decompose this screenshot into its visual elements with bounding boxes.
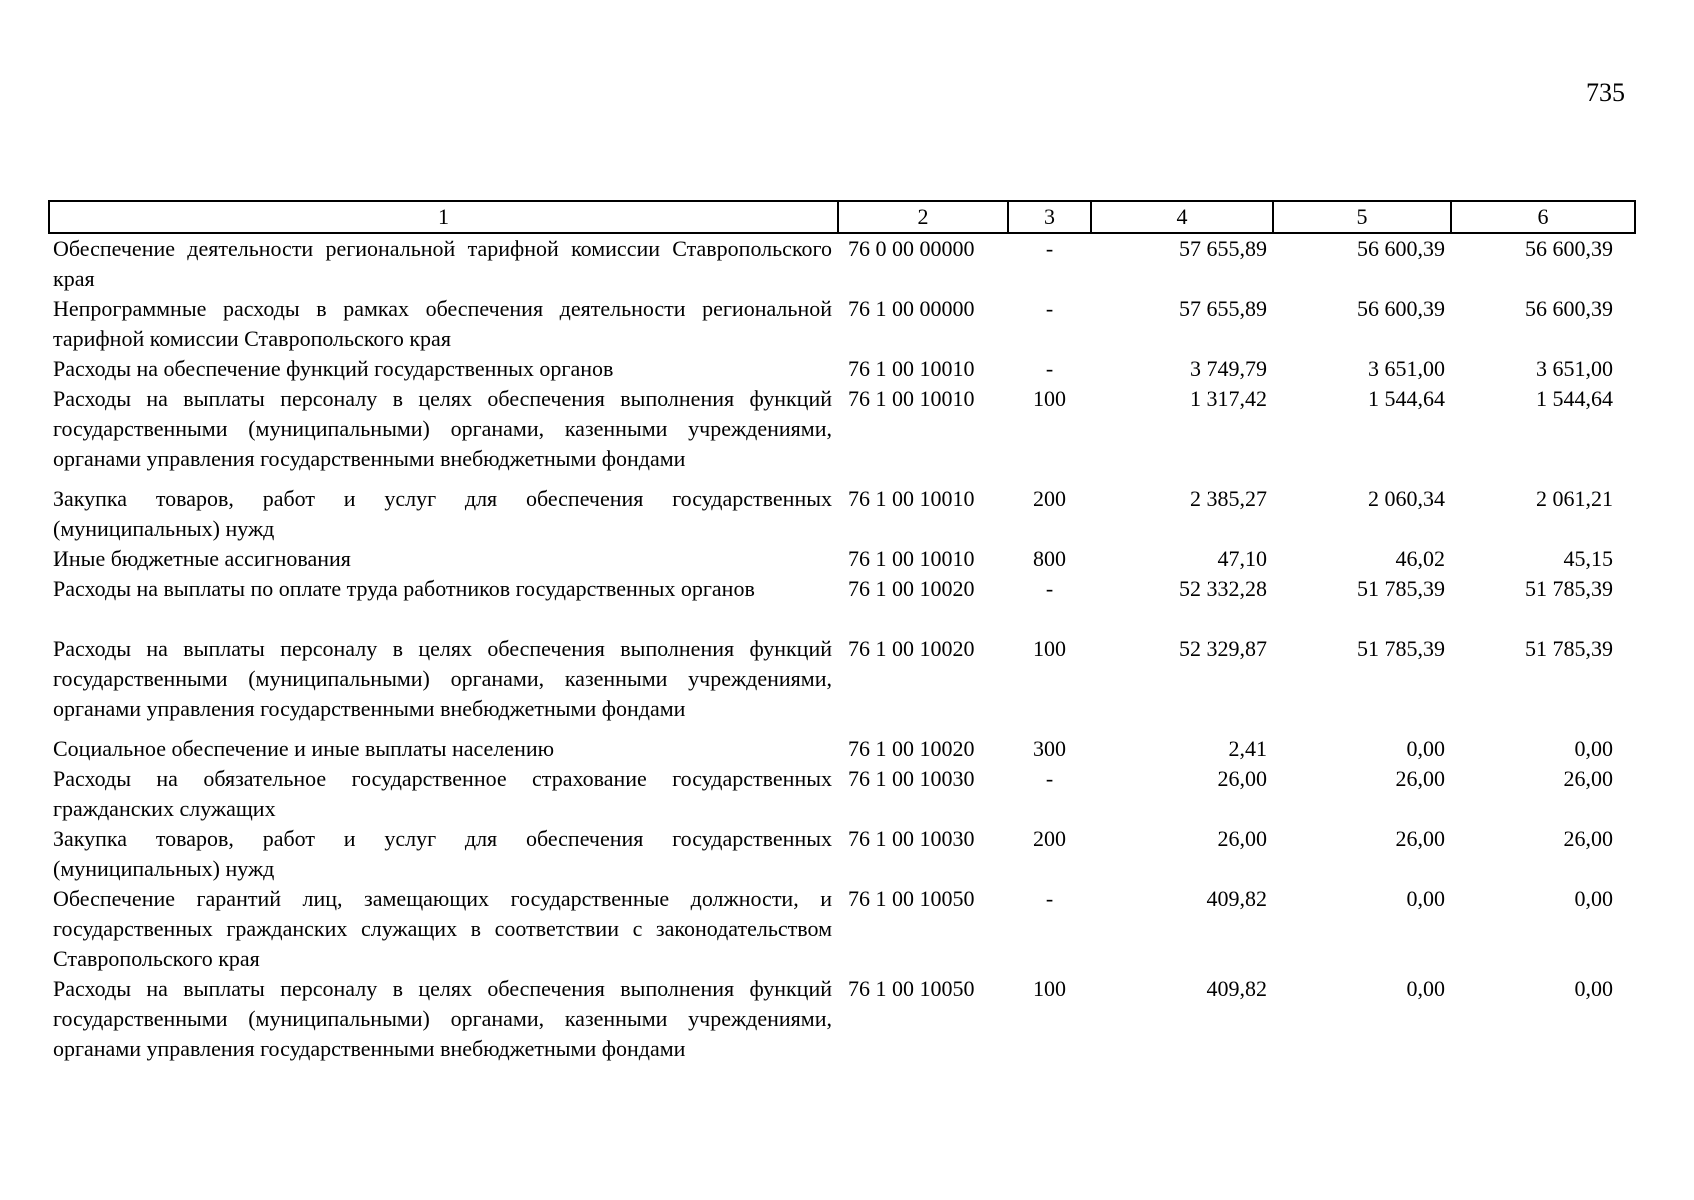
page-number: 735 [1586, 78, 1625, 107]
row-expense-type: 100 [1033, 636, 1066, 661]
table-row [49, 484, 1635, 544]
table-row [49, 233, 1635, 294]
row-code: 76 0 00 00000 [848, 236, 975, 261]
row-name: Расходы на выплаты персоналу в целях обеспечения выполнения функций государственными (муниципальными) органами, казенными учреждениями, органами управления государственными внебюджетными фондами [53, 636, 832, 721]
row-value-1: 26,00 [1217, 766, 1267, 791]
table-row [49, 544, 1635, 574]
row-name: Иные бюджетные ассигнования [53, 546, 351, 571]
row-expense-type: 300 [1033, 736, 1066, 761]
row-value-3: 45,15 [1563, 546, 1613, 571]
row-code: 76 1 00 00000 [848, 296, 975, 321]
row-value-2: 1 544,64 [1368, 386, 1445, 411]
row-expense-type: - [1045, 356, 1054, 381]
row-value-1: 57 655,89 [1179, 296, 1267, 321]
row-name: Расходы на выплаты по оплате труда работников государственных органов [53, 576, 755, 601]
row-value-1: 52 332,28 [1179, 576, 1267, 601]
row-value-3: 1 544,64 [1536, 386, 1613, 411]
table-body [49, 233, 1635, 1064]
table-row [49, 574, 1635, 634]
table-header [49, 201, 1635, 233]
row-value-2: 51 785,39 [1357, 636, 1445, 661]
row-value-2: 26,00 [1395, 826, 1445, 851]
table-row [49, 824, 1635, 884]
row-value-1: 57 655,89 [1179, 236, 1267, 261]
row-value-2: 51 785,39 [1357, 576, 1445, 601]
header-cell-value-2: 5 [1273, 201, 1451, 233]
row-code: 76 1 00 10020 [848, 576, 975, 601]
row-code: 76 1 00 10050 [848, 976, 975, 1001]
row-value-3: 56 600,39 [1525, 296, 1613, 321]
row-name: Закупка товаров, работ и услуг для обеспечения государственных (муниципальных) нужд [53, 486, 832, 541]
header-cell-value-3: 6 [1451, 201, 1635, 233]
header-cell-code: 2 [838, 201, 1008, 233]
row-value-2: 26,00 [1395, 766, 1445, 791]
row-code: 76 1 00 10010 [848, 386, 975, 411]
row-name: Расходы на выплаты персоналу в целях обеспечения выполнения функций государственными (муниципальными) органами, казенными учреждениями, органами управления государственными внебюджетными фондами [53, 976, 832, 1061]
row-name: Обеспечение деятельности региональной тарифной комиссии Ставропольского края [53, 236, 832, 291]
row-value-1: 2 385,27 [1190, 486, 1267, 511]
row-value-1: 52 329,87 [1179, 636, 1267, 661]
header-cell-type: 3 [1008, 201, 1091, 233]
row-value-3: 26,00 [1563, 766, 1613, 791]
row-code: 76 1 00 10050 [848, 886, 975, 911]
header-cell-value-1: 4 [1091, 201, 1273, 233]
row-code: 76 1 00 10020 [848, 636, 975, 661]
row-expense-type: - [1045, 766, 1054, 791]
row-expense-type: - [1045, 236, 1054, 261]
row-value-1: 47,10 [1217, 546, 1267, 571]
row-value-1: 26,00 [1217, 826, 1267, 851]
row-value-2: 56 600,39 [1357, 236, 1445, 261]
row-name: Расходы на выплаты персоналу в целях обеспечения выполнения функций государственными (муниципальными) органами, казенными учреждениями, органами управления государственными внебюджетными фондами [53, 386, 832, 471]
row-value-2: 46,02 [1395, 546, 1445, 571]
row-code: 76 1 00 10030 [848, 766, 975, 791]
row-name: Расходы на обеспечение функций государственных органов [53, 356, 614, 381]
row-name: Обеспечение гарантий лиц, замещающих государственные должности, и государственных гражданских служащих в соответствии с законодательством Ставропольского края [53, 886, 832, 971]
row-value-1: 2,41 [1228, 736, 1267, 761]
row-expense-type: - [1045, 296, 1054, 321]
row-value-3: 0,00 [1574, 736, 1613, 761]
row-value-2: 0,00 [1406, 886, 1445, 911]
row-value-3: 51 785,39 [1525, 576, 1613, 601]
row-code: 76 1 00 10030 [848, 826, 975, 851]
row-value-3: 3 651,00 [1536, 356, 1613, 381]
row-code: 76 1 00 10010 [848, 486, 975, 511]
table-row [49, 884, 1635, 974]
table-row [49, 974, 1635, 1064]
row-expense-type: 200 [1033, 486, 1066, 511]
row-expense-type: 100 [1033, 386, 1066, 411]
row-code: 76 1 00 10020 [848, 736, 975, 761]
row-name: Социальное обеспечение и иные выплаты населению [53, 736, 555, 761]
table-row [49, 634, 1635, 734]
row-value-3: 0,00 [1574, 976, 1613, 1001]
row-value-3: 0,00 [1574, 886, 1613, 911]
row-code: 76 1 00 10010 [848, 546, 975, 571]
row-value-1: 3 749,79 [1190, 356, 1267, 381]
row-value-3: 26,00 [1563, 826, 1613, 851]
row-value-2: 0,00 [1406, 976, 1445, 1001]
row-value-2: 3 651,00 [1368, 356, 1445, 381]
table-row [49, 294, 1635, 354]
row-expense-type: 100 [1033, 976, 1066, 1001]
row-value-3: 56 600,39 [1525, 236, 1613, 261]
table-row [49, 354, 1635, 384]
row-expense-type: - [1045, 576, 1054, 601]
row-expense-type: - [1045, 886, 1054, 911]
row-value-2: 0,00 [1406, 736, 1445, 761]
table-row [49, 734, 1635, 764]
row-value-2: 56 600,39 [1357, 296, 1445, 321]
row-value-2: 2 060,34 [1368, 486, 1445, 511]
table-row [49, 764, 1635, 824]
row-value-3: 51 785,39 [1525, 636, 1613, 661]
row-value-1: 1 317,42 [1190, 386, 1267, 411]
budget-table [48, 200, 1636, 1064]
row-value-1: 409,82 [1206, 886, 1267, 911]
row-name: Непрограммные расходы в рамках обеспечения деятельности региональной тарифной комиссии Ставропольского края [53, 296, 832, 351]
row-code: 76 1 00 10010 [848, 356, 975, 381]
header-row [49, 201, 1635, 233]
row-name: Закупка товаров, работ и услуг для обеспечения государственных (муниципальных) нужд [53, 826, 832, 881]
row-value-3: 2 061,21 [1536, 486, 1613, 511]
row-name: Расходы на обязательное государственное страхование государственных гражданских служащих [53, 766, 832, 821]
row-value-1: 409,82 [1206, 976, 1267, 1001]
header-cell-name: 1 [49, 201, 838, 233]
row-expense-type: 200 [1033, 826, 1066, 851]
table-row [49, 384, 1635, 484]
row-expense-type: 800 [1033, 546, 1066, 571]
